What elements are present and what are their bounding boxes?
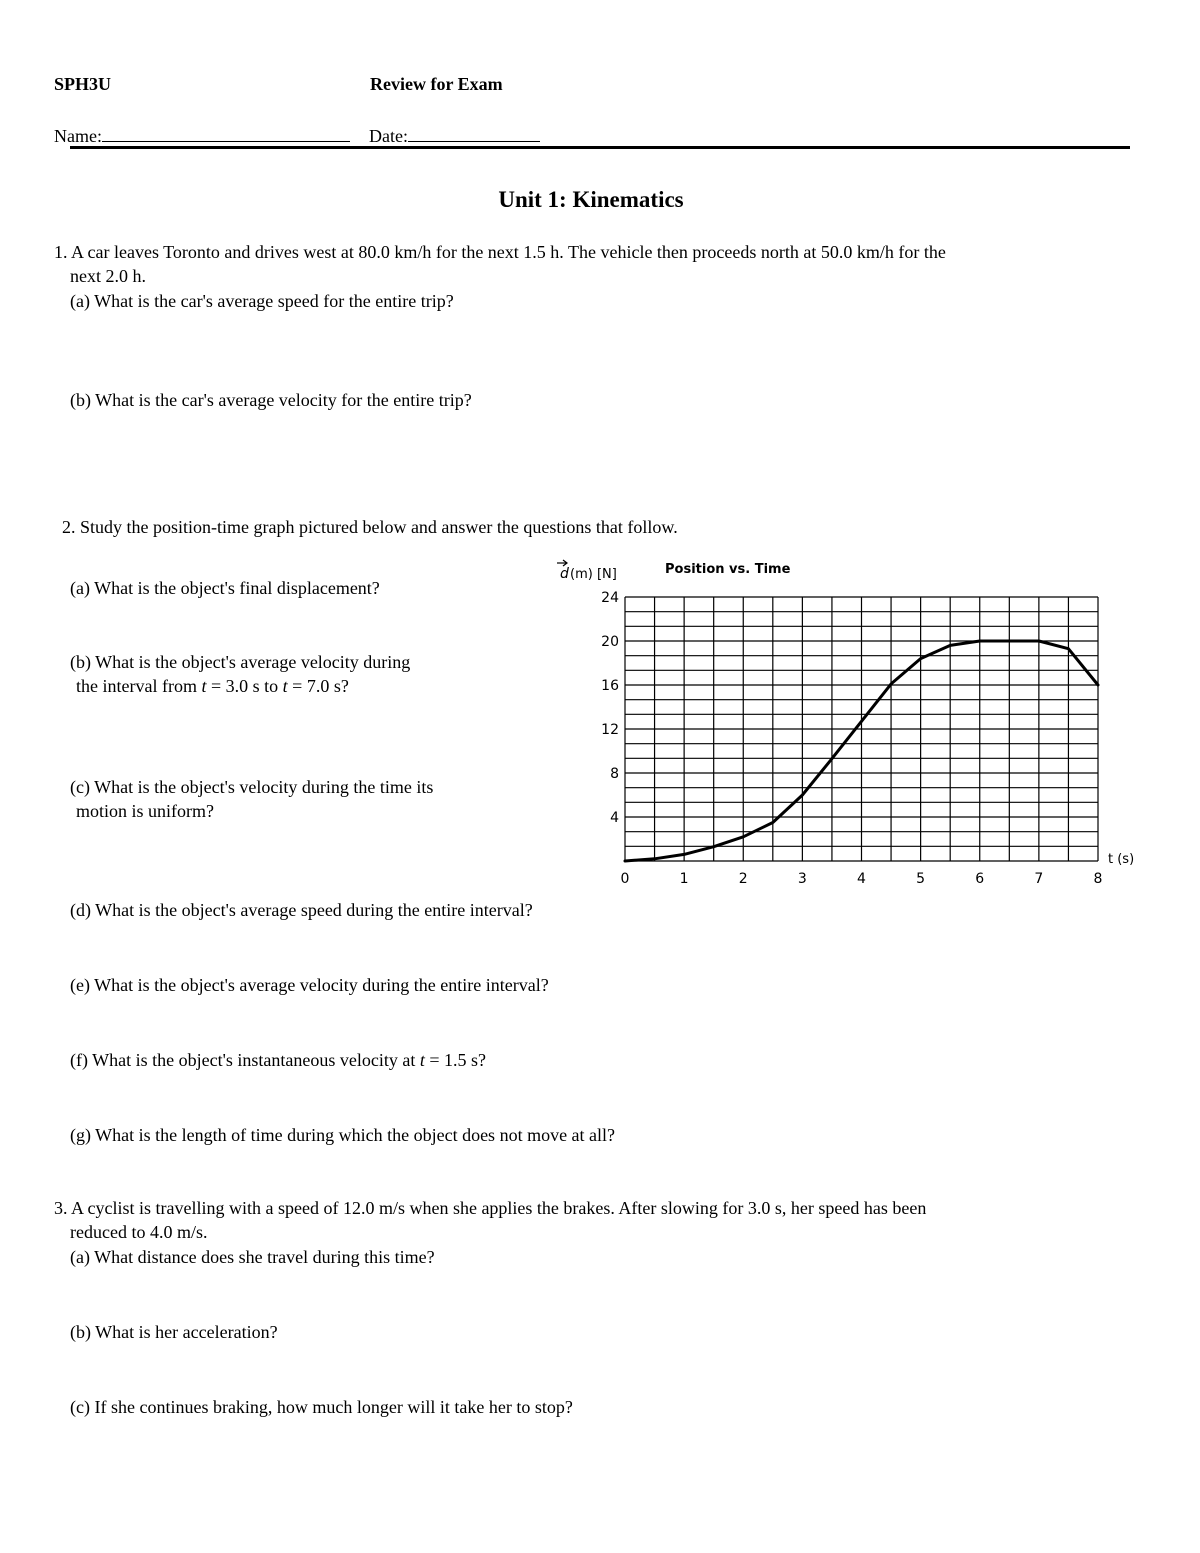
q2c-text-line2: motion is uniform? [76, 801, 214, 821]
x-tick-label: 3 [797, 871, 807, 887]
q3-text-line1: 3. A cyclist is travelling with a speed of 12.0 m/s when she applies the brakes. After slowing for 3.0 s, her speed has been [54, 1198, 927, 1218]
y-tick-labels [601, 590, 619, 826]
q2f-text [70, 1049, 486, 1071]
date-blank[interactable] [408, 123, 540, 142]
q1a-text: (a) What is the car's average speed for the entire trip? [70, 291, 454, 311]
y-axis-symbol: d [560, 566, 569, 582]
y-tick-label: 4 [610, 810, 619, 826]
q2d-text: (d) What is the object's average speed during the entire interval? [70, 900, 533, 920]
header-rule [70, 146, 1130, 149]
y-tick-label: 20 [601, 634, 619, 650]
document-title: Review for Exam [370, 74, 503, 94]
q2c-text-line1: (c) What is the object's velocity during the time its [70, 777, 434, 797]
q3-text-line2: reduced to 4.0 m/s. [70, 1222, 208, 1242]
course-code: SPH3U [54, 74, 112, 94]
name-blank[interactable] [102, 123, 350, 142]
date-field[interactable] [369, 123, 540, 147]
name-field[interactable] [54, 123, 350, 147]
x-tick-label: 4 [857, 871, 866, 887]
q2b-text-line2 [76, 675, 349, 697]
q1-text-line1: 1. A car leaves Toronto and drives west at 80.0 km/h for the next 1.5 h. The vehicle then proceeds north at 50.0 km/h for the [54, 242, 946, 262]
date-label: Date: [369, 126, 408, 146]
x-tick-labels [621, 871, 1103, 887]
y-axis-label [557, 560, 569, 582]
y-tick-label: 8 [610, 766, 619, 782]
q2f-suffix: = 1.5 s? [424, 1050, 486, 1070]
q2e-text: (e) What is the object's average velocity during the entire interval? [70, 975, 549, 995]
position-time-chart [530, 555, 1150, 895]
q2b-text-line1: (b) What is the object's average velocity during [70, 652, 411, 672]
q2g-text: (g) What is the length of time during which the object does not move at all? [70, 1125, 616, 1145]
x-tick-label: 6 [975, 871, 985, 887]
chart-grid [625, 597, 1098, 861]
y-tick-label: 24 [601, 590, 619, 606]
q2b-interval-end: = 7.0 s? [287, 676, 349, 696]
name-label: Name: [54, 126, 102, 146]
y-tick-label: 16 [601, 678, 619, 694]
q2f-var-t: t [419, 1050, 425, 1070]
q2b-var-t1: t [201, 676, 207, 696]
x-tick-label: 2 [738, 871, 748, 887]
x-tick-label: 1 [679, 871, 689, 887]
x-tick-label: 8 [1093, 871, 1103, 887]
y-axis-label-text: (m) [N] [570, 567, 617, 582]
x-tick-label: 0 [620, 871, 630, 887]
x-tick-label: 5 [916, 871, 926, 887]
q1b-text: (b) What is the car's average velocity for the entire trip? [70, 390, 472, 410]
q2b-interval-mid: = 3.0 s to [206, 676, 283, 696]
q1-text-line2: next 2.0 h. [70, 266, 146, 286]
q2b-interval-prefix: the interval from [76, 676, 202, 696]
y-tick-label: 12 [601, 722, 619, 738]
unit-title: Unit 1: Kinematics [498, 187, 684, 212]
q2f-prefix: (f) What is the object's instantaneous velocity at [70, 1050, 420, 1070]
q3b-text: (b) What is her acceleration? [70, 1322, 278, 1342]
x-axis-label: t (s) [1108, 852, 1135, 867]
q3a-text: (a) What distance does she travel during this time? [70, 1247, 435, 1267]
chart-title: Position vs. Time [665, 562, 791, 577]
x-tick-label: 7 [1034, 871, 1044, 887]
q3c-text: (c) If she continues braking, how much longer will it take her to stop? [70, 1397, 573, 1417]
q2-intro: 2. Study the position-time graph pictured below and answer the questions that follow. [62, 517, 678, 537]
q2b-var-t2: t [282, 676, 288, 696]
q2a-text: (a) What is the object's final displacement? [70, 578, 380, 598]
